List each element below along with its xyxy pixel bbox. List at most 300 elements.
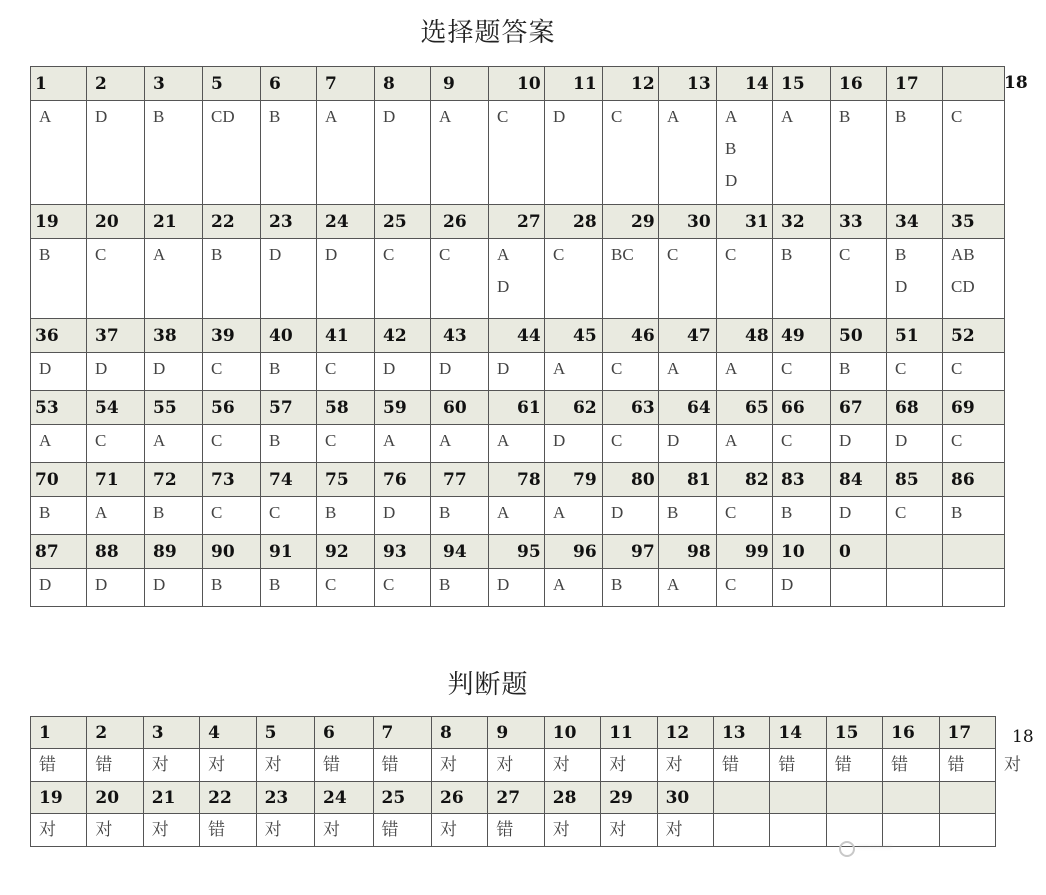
mc-question-number-label: 3 (153, 73, 165, 94)
tf-question-number (315, 782, 373, 814)
mc-question-number-label: 89 (153, 541, 177, 562)
mc-answer-value: B (269, 575, 281, 594)
mc-answer-value: C (781, 431, 793, 450)
mc-question-number-label: 78 (517, 469, 541, 490)
mc-question-number-label: 64 (687, 397, 711, 418)
mc-answer-cell (831, 569, 887, 607)
tf-answer-cell (31, 814, 87, 847)
mc-answer-cell (659, 101, 717, 205)
mc-answer-value: D (553, 431, 566, 450)
mc-question-number (659, 205, 717, 239)
mc-answer-cell (203, 425, 261, 463)
mc-answer-cell (773, 569, 831, 607)
mc-answer-value: B (895, 107, 907, 126)
tf-answer-cell (373, 814, 431, 847)
tf-question-number-label: 19 (39, 787, 63, 808)
mc-question-number (317, 319, 375, 353)
mc-answer-cell (887, 353, 943, 391)
tf-answer-value: 对 (39, 820, 56, 839)
mc-question-number (603, 205, 659, 239)
mc-answer-value: D (439, 359, 452, 378)
mc-question-number (31, 391, 87, 425)
mc-answer-value: B (211, 575, 223, 594)
tf-answer-value: 对 (552, 820, 570, 839)
mc-answer-cell (603, 497, 659, 535)
mc-answer-cell (261, 239, 317, 319)
mc-answer-value: C (611, 359, 623, 378)
mc-question-number (773, 205, 831, 239)
mc-question-number-label: 5 (211, 73, 223, 94)
mc-question-number-label: 96 (573, 541, 597, 562)
mc-answer-cell (31, 239, 87, 319)
tf-answer-cell (713, 814, 769, 847)
mc-question-number (659, 391, 717, 425)
mc-question-number (659, 319, 717, 353)
mc-question-number-label: 76 (383, 469, 407, 490)
tf-answer-value: 错 (323, 755, 341, 774)
tf-question-number (939, 717, 995, 749)
mc-answer-cell (145, 569, 203, 607)
mc-question-number-label: 43 (443, 325, 467, 346)
tf-answer-cell (432, 749, 488, 782)
mc-question-number (489, 67, 545, 101)
tf-answer-cell (883, 749, 939, 782)
tf-question-number-label: 24 (323, 787, 347, 808)
tf-answer-value: 对 (95, 820, 113, 839)
mc-answer-value: C (895, 503, 907, 522)
mc-answer-cell (31, 353, 87, 391)
mc-question-number (261, 463, 317, 497)
tf-question-number (488, 717, 544, 749)
tf-question-number (143, 717, 199, 749)
mc-question-number-label: 45 (573, 325, 597, 346)
mc-answer-value: B (211, 245, 223, 264)
mc-answer-cell (545, 239, 603, 319)
mc-answer-cell (773, 239, 831, 319)
mc-question-number (203, 205, 261, 239)
mc-question-number-label: 35 (951, 211, 975, 232)
mc-answer-cell (375, 569, 431, 607)
mc-question-number-label: 58 (325, 397, 349, 418)
mc-question-number (773, 67, 831, 101)
mc-question-number-label: 36 (35, 325, 59, 346)
mc-question-number (203, 463, 261, 497)
tf-question-number-label: 25 (381, 787, 406, 808)
watermark-text: ········· (858, 840, 893, 854)
tf-question-number-label: 5 (264, 722, 277, 743)
mc-question-number (545, 391, 603, 425)
mc-answer-value: B (611, 575, 623, 594)
mc-question-number (87, 319, 145, 353)
mc-answer-cell (943, 425, 1005, 463)
tf-answer-cell (488, 814, 544, 847)
mc-question-number (87, 67, 145, 101)
mc-question-number (317, 463, 375, 497)
mc-question-number-label: 22 (211, 211, 235, 232)
mc-question-number (603, 535, 659, 569)
mc-question-number (603, 319, 659, 353)
mc-answer-value: A (383, 431, 396, 450)
tf-question-number (256, 717, 314, 749)
mc-answer-value: D (497, 359, 510, 378)
mc-question-number (717, 535, 773, 569)
mc-question-number-label: 1 (35, 73, 47, 94)
mc-answer-cell (145, 425, 203, 463)
mc-answer-value: A (667, 107, 680, 126)
mc-answer-value: C (325, 431, 337, 450)
mc-question-number (717, 391, 773, 425)
mc-question-number-label: 79 (573, 469, 597, 490)
mc-question-number-label: 33 (839, 211, 863, 232)
tf-question-number (544, 717, 600, 749)
mc-question-number (261, 535, 317, 569)
mc-answer-value: A (553, 575, 566, 594)
mc-answer-cell (261, 353, 317, 391)
tf-question-number (770, 717, 826, 749)
tf-question-number (373, 782, 431, 814)
mc-question-number-label: 41 (325, 325, 349, 346)
mc-answer-cell (717, 569, 773, 607)
mc-question-number-label: 87 (35, 541, 59, 562)
mc-answer-value: A (325, 107, 338, 126)
mc-answer-value: C (951, 359, 963, 378)
mc-question-number-label: 21 (153, 211, 177, 232)
mc-answer-cell (87, 497, 145, 535)
mc-question-number (145, 463, 203, 497)
tf-answer-value: 对 (665, 820, 683, 839)
mc-question-number (375, 463, 431, 497)
mc-question-number (203, 391, 261, 425)
mc-answer-value: C (383, 245, 395, 264)
tf-number-row (31, 717, 996, 749)
tf-question-number-label: 2 (95, 722, 108, 743)
mc-question-number-label: 70 (35, 469, 59, 490)
mc-answer-value: A (497, 431, 510, 450)
mc-answer-cell (261, 101, 317, 205)
mc-answer-value: C (95, 431, 107, 450)
mc-answer-value: CD (211, 107, 235, 126)
mc-answer-value: C (725, 245, 737, 264)
mc-answer-cell (31, 497, 87, 535)
tf-answer-cell (143, 749, 199, 782)
tf-question-number-label: 15 (834, 722, 859, 743)
mc-answer-cell (943, 239, 1005, 319)
mc-question-number-label: 52 (951, 325, 975, 346)
tf-answer-value: 对 (264, 820, 282, 839)
mc-question-number-label: 92 (325, 541, 349, 562)
mc-question-number (545, 205, 603, 239)
mc-answer-value: A (553, 359, 566, 378)
mc-answer-cell (773, 425, 831, 463)
tf-answer-value: 对 (440, 755, 458, 774)
mc-question-number (489, 205, 545, 239)
mc-number-row (31, 205, 1005, 239)
tf-question-number (87, 717, 143, 749)
mc-question-number-label: 9 (443, 73, 455, 94)
mc-answer-value: A (667, 575, 680, 594)
mc-answer-cell (145, 497, 203, 535)
mc-answer-value: C (211, 503, 223, 522)
mc-question-number-label: 16 (839, 73, 863, 94)
mc-answer-value: B (781, 503, 793, 522)
mc-answer-value: A (553, 503, 566, 522)
tf-trailing-number: 18 (1012, 727, 1034, 747)
mc-answer-cell (261, 425, 317, 463)
mc-question-number-label: 53 (35, 397, 59, 418)
mc-question-number (943, 67, 1005, 101)
mc-answer-cell (31, 569, 87, 607)
tf-question-number (432, 717, 488, 749)
tf-answer-cell (143, 814, 199, 847)
mc-answer-cell (831, 101, 887, 205)
mc-question-number-label: 72 (153, 469, 177, 490)
mc-answer-cell (659, 425, 717, 463)
tf-question-number (256, 782, 314, 814)
tf-answer-value: 错 (947, 755, 965, 774)
mc-question-number (261, 67, 317, 101)
mc-answer-cell (431, 353, 489, 391)
mc-answer-value: A B D (725, 107, 738, 190)
tf-answer-value: 对 (552, 755, 570, 774)
tf-question-number-label: 11 (609, 722, 633, 743)
mc-answer-value: C (667, 245, 679, 264)
mc-question-number-label: 74 (269, 469, 293, 490)
mc-question-number-label: 71 (95, 469, 119, 490)
mc-answer-value: A (497, 503, 510, 522)
mc-trailing-number: 18 (1004, 73, 1028, 93)
mc-question-number-label: 93 (383, 541, 407, 562)
mc-question-number-label: 57 (269, 397, 293, 418)
mc-answer-value: D (895, 431, 908, 450)
mc-question-number (943, 319, 1005, 353)
mc-answer-cell (717, 497, 773, 535)
mc-answer-cell (603, 239, 659, 319)
mc-answer-value: A D (497, 245, 510, 296)
mc-question-number-label: 85 (895, 469, 919, 490)
mc-answer-value: B (153, 107, 165, 126)
mc-question-number-label: 7 (325, 73, 337, 94)
mc-answer-value: A (95, 503, 108, 522)
mc-question-number-label: 97 (631, 541, 655, 562)
mc-question-number (831, 535, 887, 569)
tf-answer-cell (315, 814, 373, 847)
mc-answer-cell (431, 101, 489, 205)
mc-answer-cell (317, 569, 375, 607)
mc-answer-value: B (153, 503, 165, 522)
mc-question-number-label: 27 (517, 211, 541, 232)
mc-question-number (489, 319, 545, 353)
mc-question-number-label: 60 (443, 397, 467, 418)
mc-question-number (659, 535, 717, 569)
tf-question-number (657, 717, 713, 749)
tf-answer-cell (87, 749, 143, 782)
mc-answer-row (31, 239, 1005, 319)
mc-answer-value: B (781, 245, 793, 264)
tf-question-number-label: 28 (552, 787, 577, 808)
mc-question-number-label: 44 (517, 325, 541, 346)
mc-answer-value: D (781, 575, 794, 594)
mc-question-number (87, 391, 145, 425)
mc-answer-cell (203, 497, 261, 535)
mc-answer-cell (145, 101, 203, 205)
tf-answer-value: 错 (95, 755, 113, 774)
mc-answer-value: D (95, 359, 108, 378)
mc-question-number-label: 12 (631, 73, 655, 94)
mc-answer-cell (261, 569, 317, 607)
tf-number-row (31, 782, 996, 814)
mc-answer-cell (603, 569, 659, 607)
mc-answer-value: B (269, 431, 281, 450)
mc-question-number-label: 91 (269, 541, 293, 562)
mc-answer-value: C (553, 245, 565, 264)
mc-answer-cell (887, 569, 943, 607)
mc-question-number (31, 205, 87, 239)
tf-question-number-label: 27 (496, 787, 521, 808)
mc-answer-value: B (667, 503, 679, 522)
mc-question-number-label: 55 (153, 397, 177, 418)
mc-question-number-label: 0 (839, 541, 851, 562)
mc-answer-value: C (951, 431, 963, 450)
mc-question-number (317, 391, 375, 425)
tf-answer-value: 对 (264, 755, 282, 774)
mc-question-number (317, 67, 375, 101)
tf-question-number (31, 782, 87, 814)
mc-question-number (943, 391, 1005, 425)
mc-question-number-label: 66 (781, 397, 805, 418)
mc-question-number-label: 30 (687, 211, 711, 232)
mc-answer-cell (545, 353, 603, 391)
mc-question-number (659, 67, 717, 101)
mc-answer-value: B (439, 575, 451, 594)
mc-answer-cell (261, 497, 317, 535)
mc-answer-cell (659, 497, 717, 535)
tf-question-number-label: 23 (264, 787, 289, 808)
tf-question-number (883, 782, 939, 814)
tf-question-number-label: 20 (95, 787, 120, 808)
mc-question-number-label: 56 (211, 397, 235, 418)
mc-question-number (375, 319, 431, 353)
mc-answer-row (31, 425, 1005, 463)
mc-question-number-label: 68 (895, 397, 919, 418)
mc-answer-cell (431, 239, 489, 319)
mc-question-number-label: 23 (269, 211, 293, 232)
mc-question-number-label: 42 (383, 325, 407, 346)
tf-question-number (200, 782, 256, 814)
mc-answer-value: D (383, 107, 396, 126)
tf-answer-value: 对 (609, 820, 627, 839)
mc-question-number (717, 319, 773, 353)
mc-answer-value: D (611, 503, 624, 522)
mc-question-number-label: 73 (211, 469, 235, 490)
mc-answer-value: D (39, 575, 52, 594)
mc-answer-value: D (383, 503, 396, 522)
tf-answer-value: 对 (208, 755, 226, 774)
tf-question-number-label: 13 (721, 722, 746, 743)
mc-answer-value: C (439, 245, 451, 264)
mc-question-number-label: 46 (631, 325, 655, 346)
mc-question-number (431, 391, 489, 425)
mc-answer-cell (317, 101, 375, 205)
mc-answer-cell (717, 425, 773, 463)
mc-answer-cell (943, 497, 1005, 535)
mc-question-number (831, 463, 887, 497)
mc-answer-cell (717, 239, 773, 319)
mc-answer-cell (317, 497, 375, 535)
watermark-logo-icon (838, 840, 856, 858)
tf-question-number-label: 21 (151, 787, 176, 808)
mc-answer-cell (317, 425, 375, 463)
mc-answer-table (30, 66, 1005, 607)
tf-question-number (883, 717, 939, 749)
mc-answer-cell (831, 353, 887, 391)
mc-question-number-label: 69 (951, 397, 975, 418)
mc-question-number (887, 205, 943, 239)
tf-question-number-label: 1 (39, 722, 51, 743)
mc-answer-cell (375, 239, 431, 319)
mc-question-number-label: 38 (153, 325, 177, 346)
tf-answer-cell (939, 749, 995, 782)
mc-question-number (87, 535, 145, 569)
mc-question-number-label: 19 (35, 211, 59, 232)
mc-question-number (773, 535, 831, 569)
mc-question-number (87, 205, 145, 239)
mc-answer-value: A (153, 431, 166, 450)
mc-answer-value: D (667, 431, 680, 450)
mc-number-row (31, 67, 1005, 101)
mc-number-row (31, 463, 1005, 497)
mc-question-number (887, 463, 943, 497)
mc-answer-cell (831, 497, 887, 535)
tf-title: 判断题 (447, 670, 529, 700)
mc-question-number (375, 67, 431, 101)
mc-question-number-label: 54 (95, 397, 119, 418)
mc-question-number-label: 62 (573, 397, 597, 418)
mc-question-number (145, 205, 203, 239)
mc-answer-cell (31, 425, 87, 463)
tf-answer-cell (488, 749, 544, 782)
tf-question-number (601, 717, 657, 749)
mc-question-number-label: 90 (211, 541, 235, 562)
tf-answer-cell (544, 814, 600, 847)
tf-question-number (657, 782, 713, 814)
tf-answer-value: 错 (208, 820, 226, 839)
mc-answer-cell (773, 353, 831, 391)
tf-question-number (200, 717, 256, 749)
mc-question-number (375, 391, 431, 425)
tf-question-number-label: 26 (440, 787, 464, 808)
tf-question-number (31, 717, 87, 749)
tf-question-number-label: 12 (665, 722, 690, 743)
mc-question-number (831, 67, 887, 101)
tf-question-number (544, 782, 600, 814)
mc-question-number (831, 391, 887, 425)
mc-answer-cell (831, 425, 887, 463)
mc-answer-cell (773, 101, 831, 205)
tf-answer-cell (770, 749, 826, 782)
mc-question-number-label: 49 (781, 325, 805, 346)
tf-answer-value: 错 (891, 755, 909, 774)
mc-question-number (943, 535, 1005, 569)
mc-question-number (489, 463, 545, 497)
mc-question-number (887, 319, 943, 353)
mc-answer-cell (659, 239, 717, 319)
mc-answer-value: D (153, 359, 166, 378)
mc-answer-value: C (211, 359, 223, 378)
mc-question-number (717, 67, 773, 101)
mc-answer-cell (87, 239, 145, 319)
mc-answer-cell (603, 101, 659, 205)
mc-answer-value: A (725, 431, 738, 450)
